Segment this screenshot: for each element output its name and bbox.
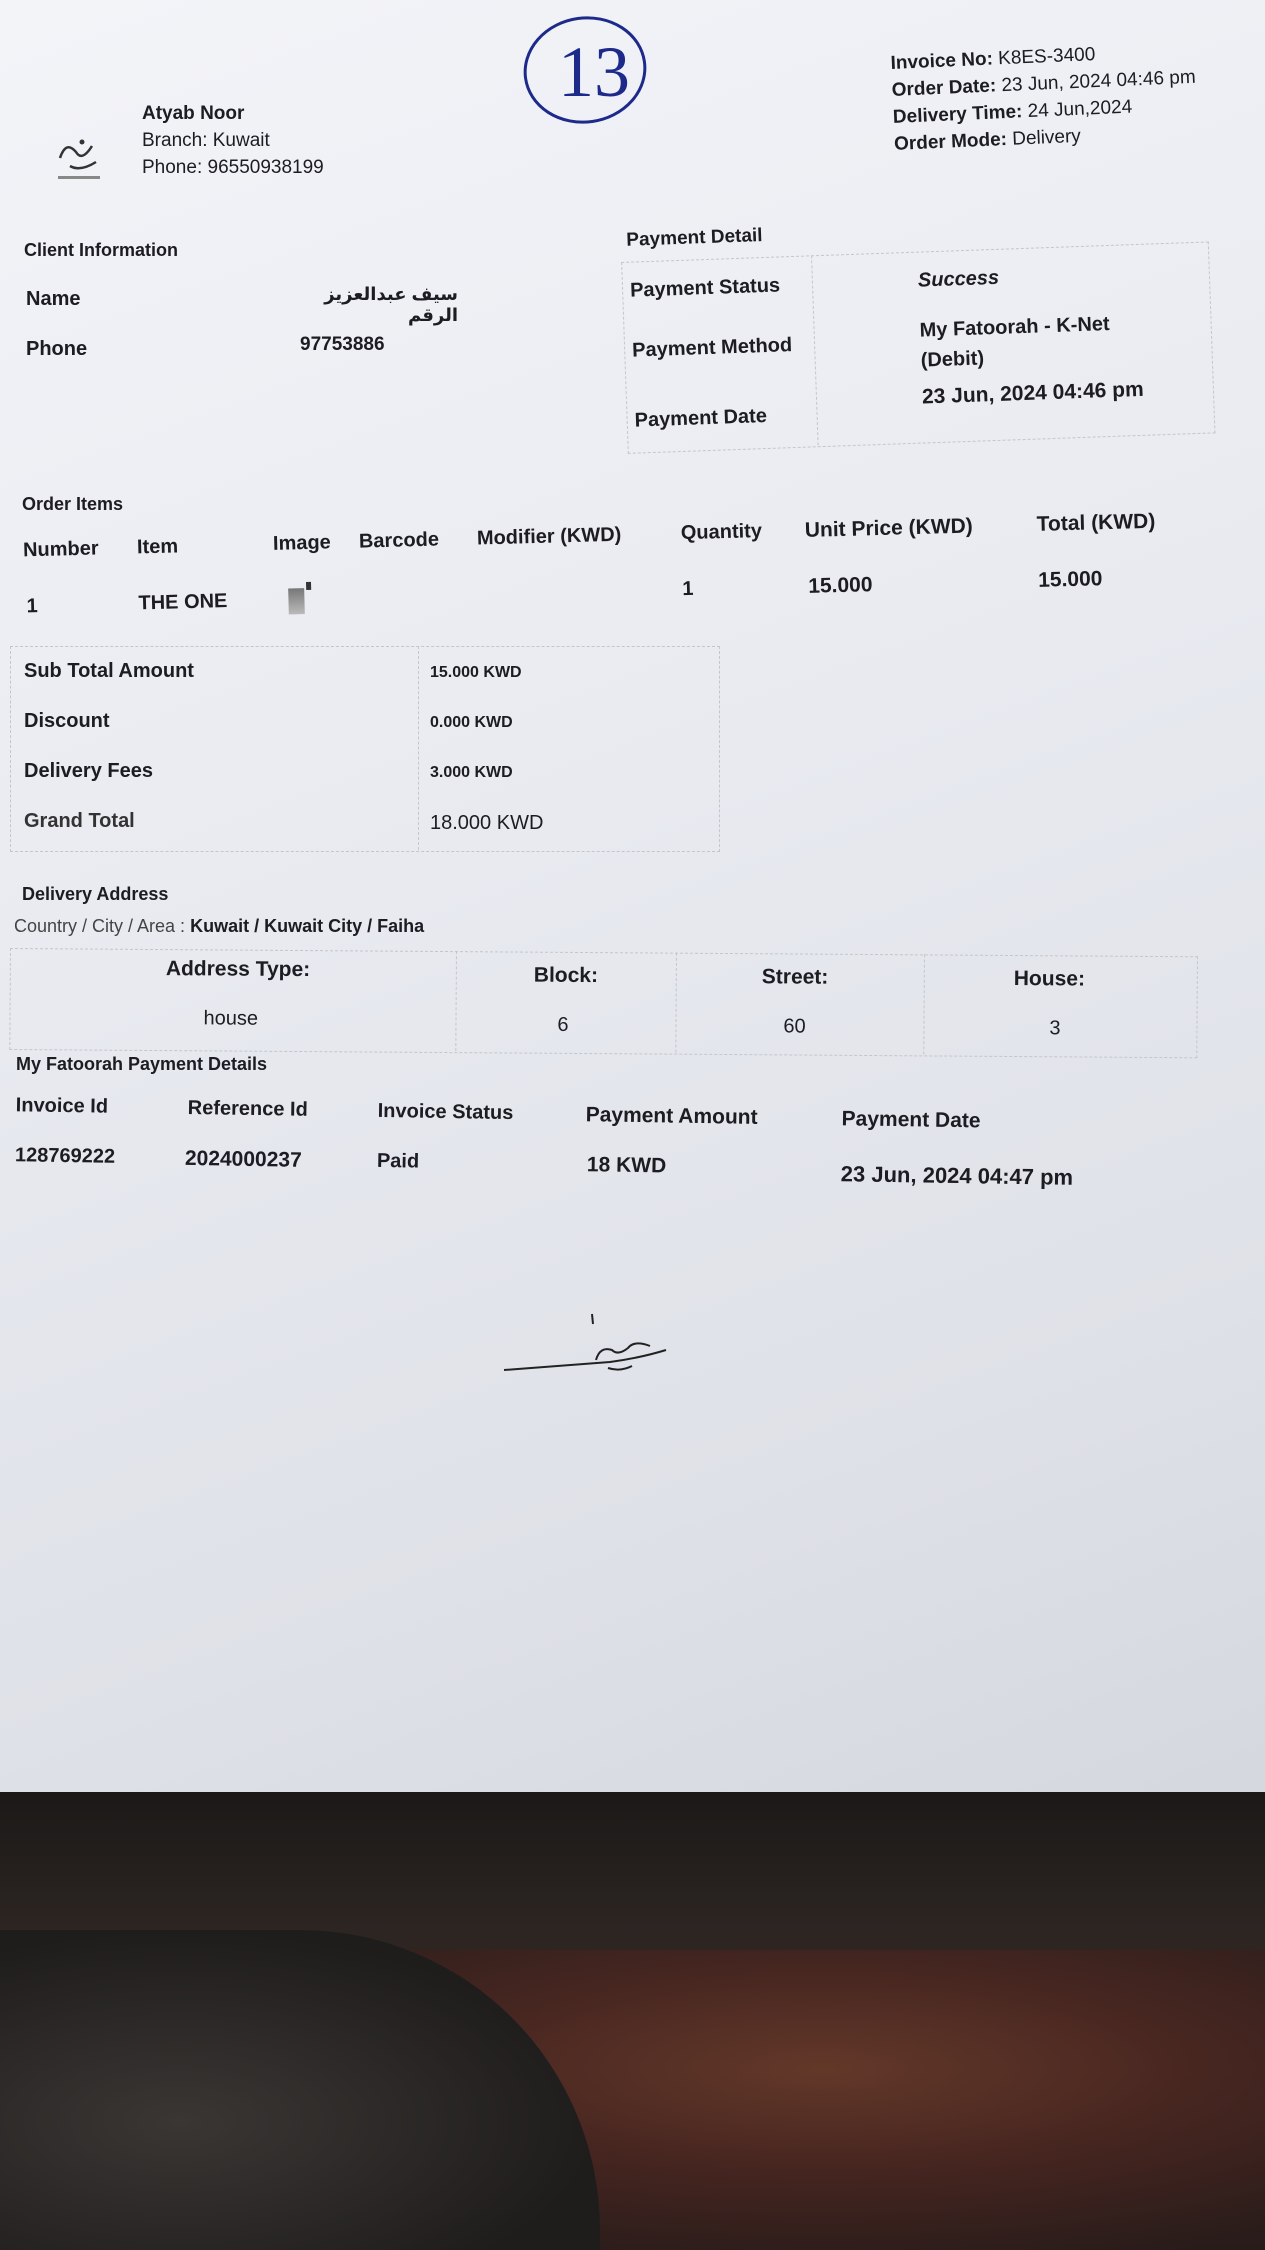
order-mode-value: Delivery <box>1011 125 1082 150</box>
grand-total-label: Grand Total <box>24 810 135 832</box>
payment-section-title: Payment Detail <box>625 225 763 251</box>
house-value: 3 <box>1049 1017 1061 1040</box>
col-total: Total (KWD) <box>1036 509 1156 536</box>
subtotal-label: Sub Total Amount <box>24 660 194 682</box>
location-prefix: Country / City / Area : <box>14 916 186 936</box>
col-item: Item <box>136 535 179 559</box>
payment-method-label: Payment Method <box>631 334 793 362</box>
fat-reference-id: 2024000237 <box>184 1146 302 1172</box>
payment-method-line2: (Debit) <box>920 347 985 372</box>
product-thumbnail-icon <box>288 580 313 617</box>
payment-date-value: 23 Jun, 2024 04:46 pm <box>921 377 1145 409</box>
delivery-address-title: Delivery Address <box>22 884 169 904</box>
payment-status-value: Success <box>917 266 1000 292</box>
store-phone: Phone: 96550938199 <box>142 157 324 178</box>
store-branch: Branch: Kuwait <box>142 130 270 151</box>
delivery-fee-value: 3.000 KWD <box>430 764 513 781</box>
fat-invoice-status: Paid <box>376 1149 420 1173</box>
store-info <box>142 100 324 181</box>
col-image: Image <box>272 531 332 555</box>
client-phone-value: 97753886 <box>300 334 385 355</box>
col-modifier: Modifier (KWD) <box>476 523 622 550</box>
block-header: Block: <box>533 963 599 988</box>
address-type-value: house <box>203 1007 259 1030</box>
order-date-label: Order Date: <box>891 75 997 101</box>
invoice-no-value: K8ES-3400 <box>997 44 1096 70</box>
location-value: Kuwait / Kuwait City / Faiha <box>190 916 425 936</box>
row-total: 15.000 <box>1037 567 1103 592</box>
row-unit-price: 15.000 <box>807 573 873 598</box>
grand-total-value: 18.000 KWD <box>430 812 544 834</box>
totals-divider <box>418 646 419 850</box>
discount-value: 0.000 KWD <box>430 714 513 731</box>
discount-label: Discount <box>24 710 110 732</box>
delivery-location <box>14 916 424 937</box>
col-number: Number <box>22 537 99 562</box>
invoice-header <box>890 37 1199 158</box>
totals-box <box>10 646 720 852</box>
fat-col-payment-amount: Payment Amount <box>585 1103 758 1129</box>
payment-status-label: Payment Status <box>629 274 781 302</box>
client-section-title: Client Information <box>24 240 178 260</box>
block-value: 6 <box>557 1013 569 1036</box>
client-name-value: سيف عبدالعزيز الرقم <box>324 284 458 325</box>
handwritten-number-text: 13 <box>558 32 630 112</box>
fat-invoice-id: 128769222 <box>14 1144 116 1168</box>
order-items-title: Order Items <box>22 494 124 514</box>
payment-date-label: Payment Date <box>634 404 768 432</box>
fat-col-invoice-status: Invoice Status <box>377 1099 514 1125</box>
col-quantity: Quantity <box>680 520 763 545</box>
fat-col-payment-date: Payment Date <box>841 1107 981 1133</box>
delivery-time-value: 24 Jun,2024 <box>1027 96 1133 123</box>
invoice-no-label: Invoice No: <box>890 48 994 74</box>
col-unit-price: Unit Price (KWD) <box>804 514 974 542</box>
delivery-time-label: Delivery Time: <box>892 101 1023 128</box>
payment-method-value <box>919 309 1111 376</box>
subtotal-value: 15.000 KWD <box>430 664 522 681</box>
store-name: Atyab Noor <box>142 103 245 124</box>
fat-col-invoice-id: Invoice Id <box>15 1094 109 1118</box>
order-date-value: 23 Jun, 2024 04:46 pm <box>1001 66 1197 97</box>
client-name-label: Name <box>26 288 81 310</box>
delivery-fee-label: Delivery Fees <box>24 760 153 782</box>
client-phone-label: Phone <box>26 338 88 360</box>
fat-col-reference-id: Reference Id <box>187 1096 308 1121</box>
col-barcode: Barcode <box>358 528 440 553</box>
row-item: THE ONE <box>138 590 228 615</box>
signature-icon <box>500 1310 680 1380</box>
fat-payment-amount: 18 KWD <box>586 1153 667 1178</box>
address-table <box>9 948 1200 1062</box>
row-quantity: 1 <box>682 577 694 601</box>
payment-detail-box <box>620 209 1217 449</box>
street-header: Street: <box>761 965 829 989</box>
street-value: 60 <box>783 1015 806 1038</box>
row-number: 1 <box>26 595 38 618</box>
order-mode-label: Order Mode: <box>893 128 1008 155</box>
house-header: House: <box>1013 967 1086 991</box>
store-logo-icon <box>52 128 106 184</box>
fatoorah-title: My Fatoorah Payment Details <box>16 1054 268 1074</box>
payment-method-line1: My Fatoorah - K-Net <box>919 312 1110 342</box>
fat-payment-date: 23 Jun, 2024 04:47 pm <box>840 1161 1074 1190</box>
handwritten-circle-number <box>520 8 650 128</box>
address-type-header: Address Type: <box>165 957 311 982</box>
fatoorah-table <box>0 1090 1200 1219</box>
